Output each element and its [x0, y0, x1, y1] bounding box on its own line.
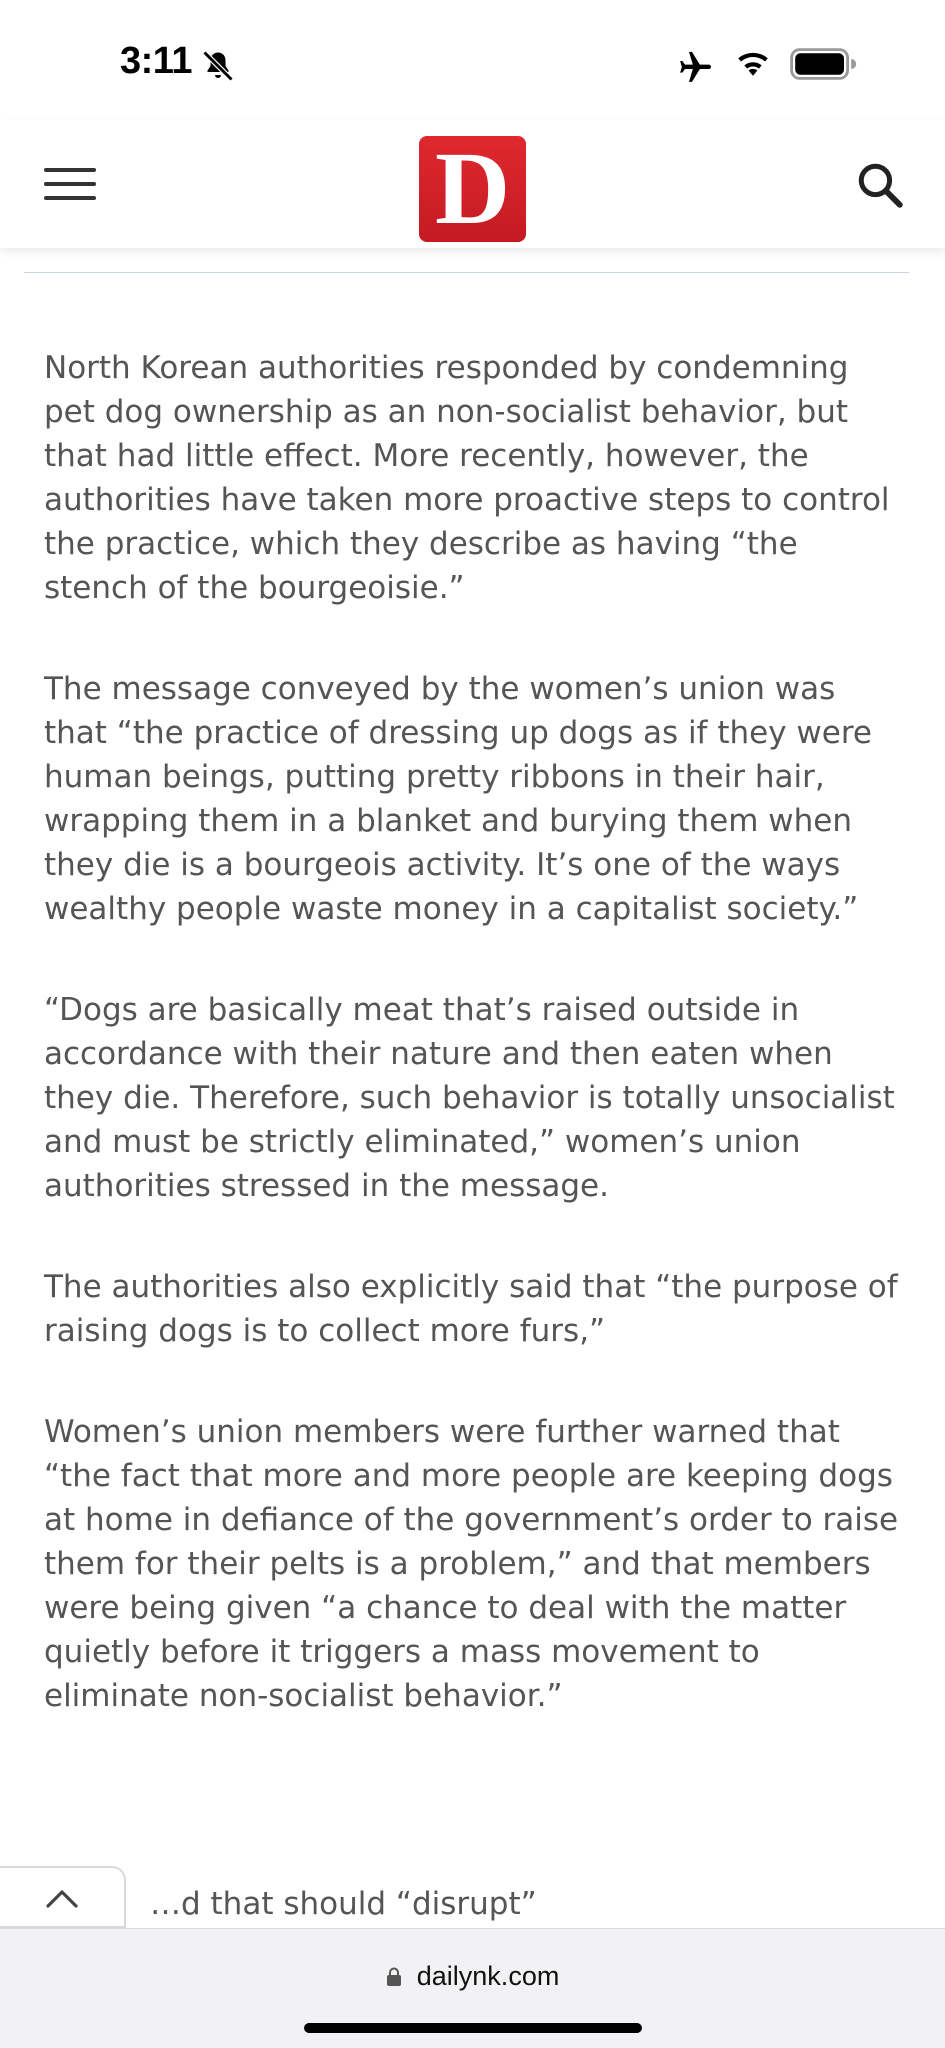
article-paragraph: North Korean authorities responded by condemning pet dog ownership as an non-socialist behavior, but that had little effect. More recently, however, the authorities have taken more proactive steps to control the practice, which they describe as having “the stench of the bourgeoisie.” [44, 350, 890, 606]
divider [24, 272, 909, 273]
article-paragraph: The message conveyed by the women’s union was that “the practice of dressing up dogs as if they were human beings, putting pretty ribbons in their hair, wrapping them in a blanket and burying them when they die is a bourgeois activity. It’s one of the ways wealthy people waste money in a capitalist society.” [44, 671, 872, 927]
article-partial-text: …d that should “disrupt” [150, 1886, 537, 1922]
battery-icon [790, 48, 858, 80]
url-field[interactable] [0, 1961, 945, 1992]
article-partial-line [150, 1886, 750, 1926]
airplane-icon [676, 46, 716, 86]
site-header [0, 120, 945, 248]
article-body [44, 346, 904, 1775]
hamburger-menu-icon[interactable] [44, 164, 96, 204]
chevron-up-icon [42, 1884, 82, 1912]
status-time: 3:11 [120, 40, 192, 82]
url-text: dailynk.com [416, 1961, 560, 1991]
lock-icon [386, 1967, 402, 1987]
site-logo[interactable]: D [419, 136, 526, 242]
search-icon[interactable] [855, 160, 905, 210]
article-paragraph: “Dogs are basically meat that’s raised outside in accordance with their nature and then eaten when they die. Therefore, such behavior is totally unsocialist and must be strictly eliminated,” women’s union authorities stressed in the message. [44, 992, 895, 1204]
scroll-to-top-button[interactable] [0, 1866, 126, 1928]
bell-slash-icon [200, 48, 236, 84]
browser-address-bar [0, 1928, 945, 2048]
home-indicator [304, 2023, 642, 2033]
wifi-icon [732, 46, 774, 80]
article-paragraph: Women’s union members were further warned that “the fact that more and more people are keeping dogs at home in defiance of the government’s order to raise them for their pelts is a problem,” and that members were being given “a chance to deal with the matter quietly before it triggers a mass movement to eliminate non-socialist behavior.” [44, 1414, 899, 1714]
article-paragraph: The authorities also explicitly said that “the purpose of raising dogs is to collect more furs,” [44, 1269, 898, 1349]
status-bar [0, 0, 945, 120]
